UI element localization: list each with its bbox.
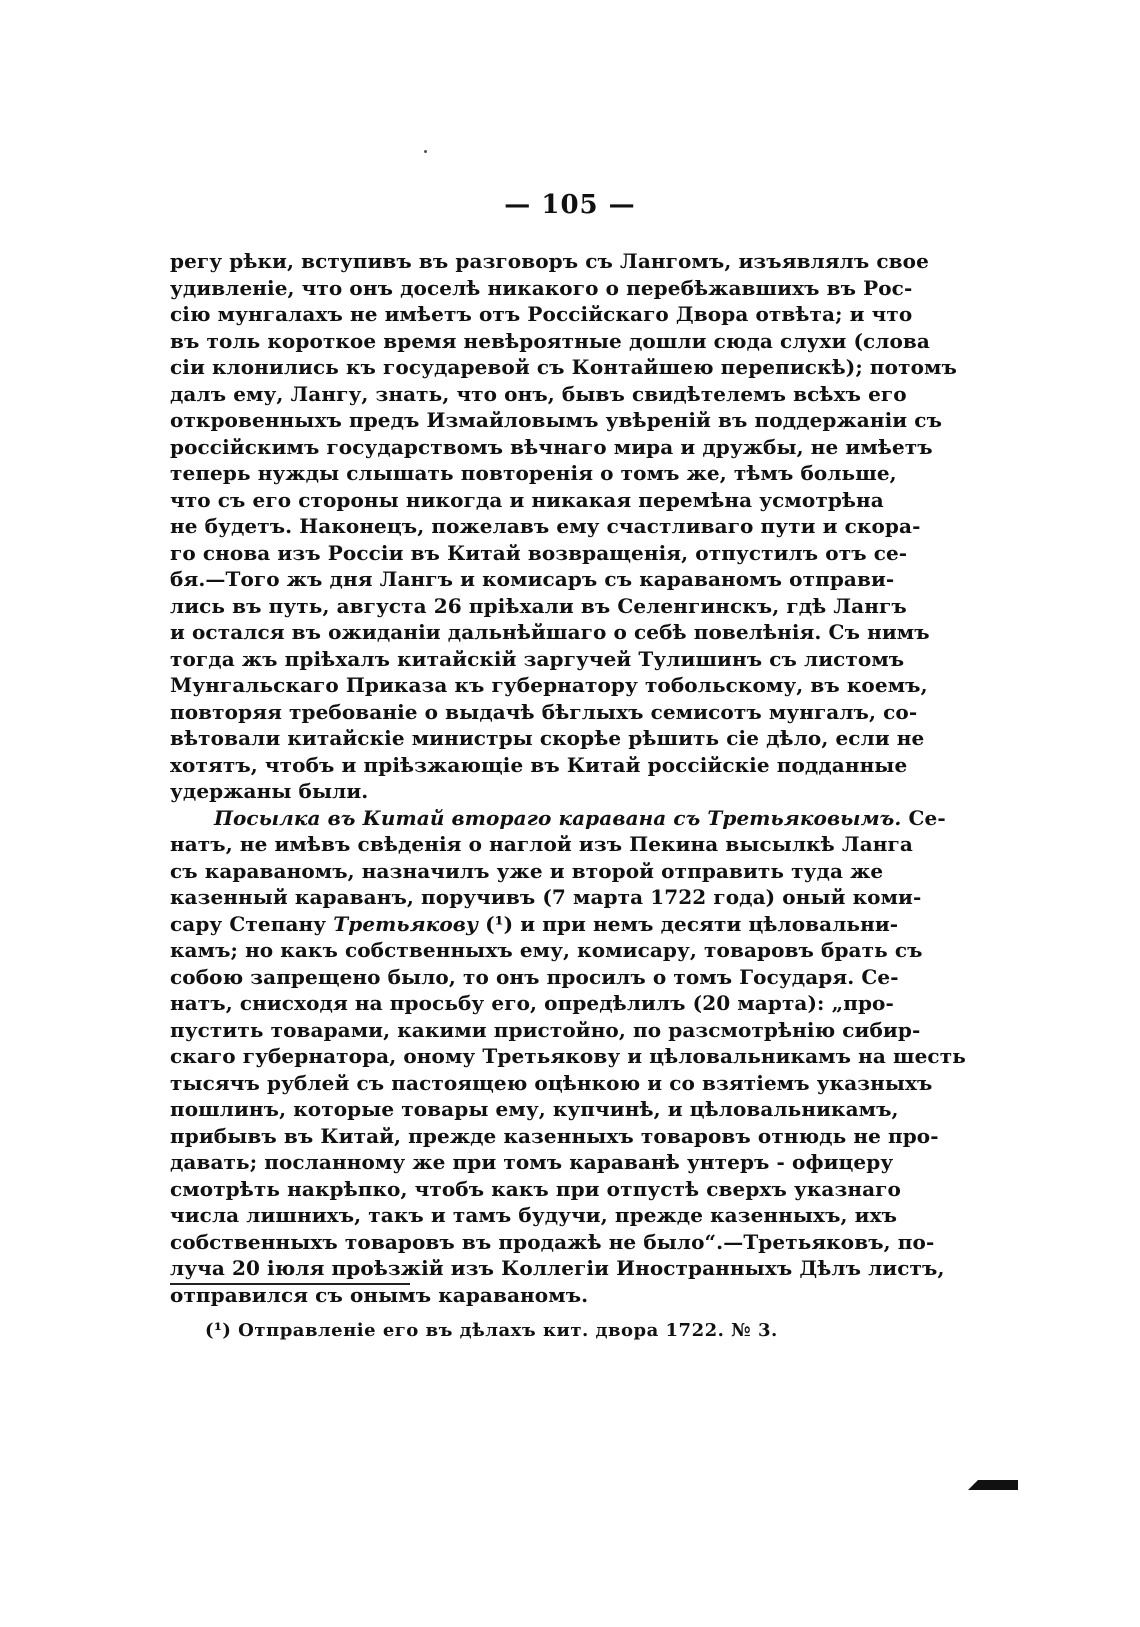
text-line: камъ; но какъ собственныхъ ему, комисару, товаровъ брать съ [170,938,923,962]
main-text [170,248,966,1308]
text-line: сіи клонились къ государевой съ Контайшею перепискѣ); потомъ [170,355,957,379]
text-fragment: (¹) и при немъ десяти цѣловальни- [485,911,899,936]
text-line: тогда жъ пріѣхалъ китайскій заргучей Тулишинъ съ листомъ [170,646,905,671]
text-line [170,911,899,938]
text-line: откровенныхъ предъ Измайловымъ увѣреній въ поддержаніи съ [170,408,943,432]
text-fragment: Се- [908,805,946,830]
text-line: далъ ему, Лангу, знать, что онъ, бывъ свидѣтелемъ всѣхъ его [170,381,907,406]
text-line: луча 20 іюля проѣзжій изъ Коллегіи Иностранныхъ Дѣлъ листъ, [170,1256,945,1280]
text-line: собою запрещено было, то онъ просилъ о томъ Государя. Се- [170,964,899,989]
page-number: — 105 — [504,190,636,220]
text-line: вѣтовали китайскіе министры скорѣе рѣшить сіе дѣло, если не [170,726,925,750]
text-line: бя.—Того жъ дня Лангъ и комисаръ съ караваномъ отправи- [170,567,895,591]
text-line: и остался въ ожиданіи дальнѣйшаго о себѣ повелѣнія. Съ нимъ [170,620,930,644]
text-line: теперь нужды слышать повторенія о томъ же, тѣмъ больше, [170,461,897,485]
text-line: сію мунгалахъ не имѣетъ отъ Россійскаго Двора отвѣта; и что [170,302,913,326]
text-line: го снова изъ Россіи въ Китай возвращенія, отпустилъ отъ се- [170,540,908,565]
paragraph-heading-line [170,805,946,832]
text-line: пошлинъ, которые товары ему, купчинѣ, и цѣловальникамъ, [170,1097,899,1121]
text-line: тысячъ рублей съ пастоящею оцѣнкою и со взятіемъ указныхъ [170,1070,933,1095]
text-line: россійскимъ государствомъ вѣчнаго мира и дружбы, не имѣетъ [170,434,933,459]
text-line: пустить товарами, какими пристойно, по разсмотрѣнію сибир- [170,1017,921,1042]
text-line: собственныхъ товаровъ въ продажѣ не было“.—Третьяковъ, по- [170,1229,935,1254]
text-fragment: сару Степану [170,911,327,936]
text-line: смотрѣть накрѣпко, чтобъ какъ при отпустѣ сверхъ указнаго [170,1176,901,1201]
section-heading: Посылка въ Китай втораго каравана съ Третьяковымъ. [214,805,902,830]
text-line: давать; посланному же при томъ караванѣ унтеръ - офицеру [170,1150,894,1174]
text-line: натъ, не имѣвъ свѣденія о наглой изъ Пекина высылкѣ Ланга [170,832,913,856]
text-line: что съ его стороны никогда и никакая перемѣна усмотрѣна [170,487,884,512]
text-line: регу рѣки, вступивъ въ разговоръ съ Лангомъ, изъявлялъ свое [170,249,929,273]
text-line: удержаны были. [170,779,369,803]
text-line: лись въ путь, августа 26 пріѣхали въ Селенгинскъ, гдѣ Лангъ [170,593,907,618]
text-line: повторяя требованіе о выдачѣ бѣглыхъ семисотъ мунгалъ, со- [170,699,918,724]
text-line: казенный караванъ, поручивъ (7 марта 1722 года) оный коми- [170,885,922,909]
text-line: скаго губернатора, оному Третьякову и цѣловальникамъ на шесть [170,1044,966,1068]
text-line: отправился съ онымъ караваномъ. [170,1282,589,1307]
footnote-divider [170,1283,410,1285]
ink-speck [424,150,427,153]
text-line: хотятъ, чтобъ и пріѣзжающіе въ Китай россійскіе подданные [170,752,908,777]
text-line: натъ, снисходя на просьбу его, опредѣлилъ (20 марта): „про- [170,991,894,1015]
text-line: въ толь короткое время невѣроятные дошли сюда слухи (слова [170,328,930,353]
text-line: Мунгальскаго Приказа къ губернатору тобольскому, въ коемъ, [170,673,928,697]
text-line: прибывъ въ Китай, прежде казенныхъ товаровъ отнюдь не про- [170,1123,939,1148]
text-line: съ караваномъ, назначилъ уже и второй отправить туда же [170,858,884,883]
text-line: не будетъ. Наконецъ, пожелавъ ему счастливаго пути и скора- [170,514,921,538]
text-line: удивленіе, что онъ доселѣ никакого о перебѣжавшихъ въ Рос- [170,275,913,300]
footnote: (¹) Отправленіе его въ дѣлахъ кит. двора 1722. № 3. [205,1320,778,1341]
person-name: Третьякову [333,911,479,936]
text-line: числа лишнихъ, такъ и тамъ будучи, прежде казенныхъ, ихъ [170,1203,898,1227]
page-edge-mark [968,1480,1018,1490]
